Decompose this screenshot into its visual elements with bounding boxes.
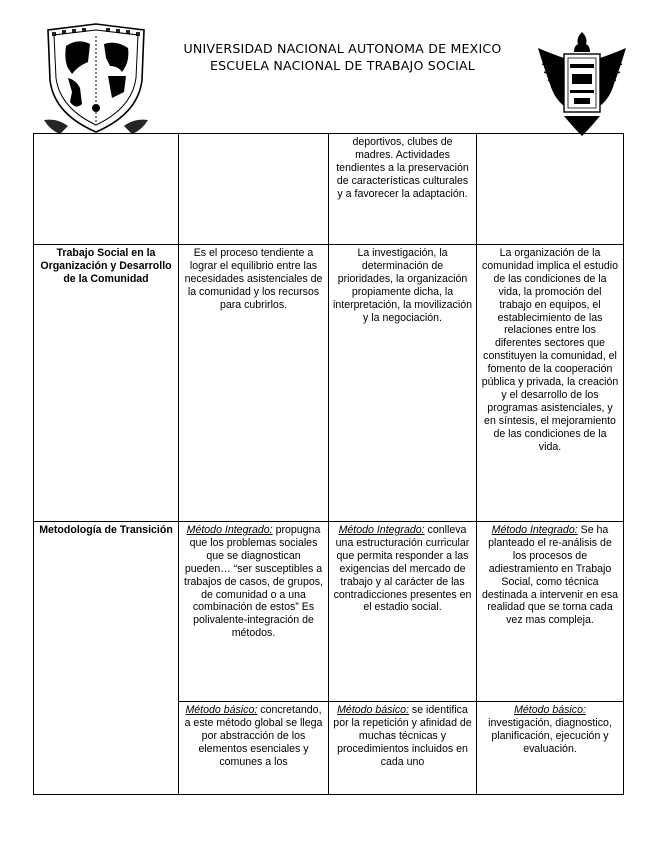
table-row: [34, 134, 624, 245]
table-cell: [477, 134, 624, 245]
cell-text: investigación, diagnostico, planificación, ejecución y evaluación.: [488, 716, 612, 755]
table-cell: [179, 702, 329, 795]
method-label: Método básico:: [514, 704, 586, 716]
school-name: ESCUELA NACIONAL DE TRABAJO SOCIAL: [209, 58, 476, 73]
table-cell: La organización de la comunidad implica el estudio de las condiciones de la vida, la promoción del trabajo en equipos, el establecimiento de las relaciones entre los diferentes sectores que constituyen la comunidad, el fomento de la cooperación pública y privada, la creación y el desarrollo de los programas asistenciales, y en síntesis, el mejoramiento de las condiciones de la vida.: [477, 245, 624, 522]
method-label: Método básico:: [185, 704, 258, 716]
method-label: Método Integrado:: [338, 524, 425, 536]
table-cell: [179, 134, 329, 245]
table-row: [34, 245, 624, 522]
cell-text: se identifica por la repetición y afinidad de muchas técnicas y procedimientos incluidos en cada uno: [333, 704, 472, 768]
document-title: [150, 40, 535, 74]
cell-text: Se ha planteado el re-análisis de los procesos de adiestramiento en Trabajo Social, como técnica destinada a intervenir en esa realidad que se torna cada vez mas compleja.: [481, 524, 619, 627]
table-cell: La investigación, la determinación de prioridades, la organización propiamente dicha, la interpretación, la movilización y la negociación.: [329, 245, 477, 522]
row-heading: Trabajo Social en la Organización y Desarrollo de la Comunidad: [34, 245, 179, 522]
unam-seal-icon: [38, 22, 154, 136]
table-cell: [179, 522, 329, 702]
ents-seal-icon: [534, 28, 630, 138]
row-heading: Metodología de Transición: [34, 522, 179, 795]
comparison-table: [33, 133, 624, 795]
table-row: [34, 522, 624, 702]
table-cell: Es el proceso tendiente a lograr el equilibrio entre las necesidades asistenciales de la comunidad y los recursos para cubrirlos.: [179, 245, 329, 522]
method-label: Método Integrado:: [491, 524, 578, 536]
table-cell: [329, 702, 477, 795]
table-cell: [477, 522, 624, 702]
method-label: Método Integrado:: [186, 524, 273, 536]
cell-text: conlleva una estructuración curricular que permita responder a las exigencias del mercado de trabajo y al carácter de las contradicciones presentes en el estadio social.: [333, 524, 472, 614]
university-name: UNIVERSIDAD NACIONAL AUTONOMA DE MEXICO: [183, 41, 502, 56]
table-cell: deportivos, clubes de madres. Actividades tendientes a la preservación de características culturales y a favorecer la adaptación.: [329, 134, 477, 245]
page-header: [0, 0, 655, 140]
cell-text: propugna que los problemas sociales que se diagnostican pueden… “ser susceptibles a trabajos de casos, de grupos, de comunidad o a una combinación de estos” Es polivalente-integración de métodos.: [184, 524, 323, 640]
table-cell: [34, 134, 179, 245]
cell-text: concretando, a este método global se llega por abstracción de los elementos esenciales y comunes a los: [184, 704, 323, 768]
table-cell: [477, 702, 624, 795]
method-label: Método básico:: [337, 704, 409, 716]
table-cell: [329, 522, 477, 702]
